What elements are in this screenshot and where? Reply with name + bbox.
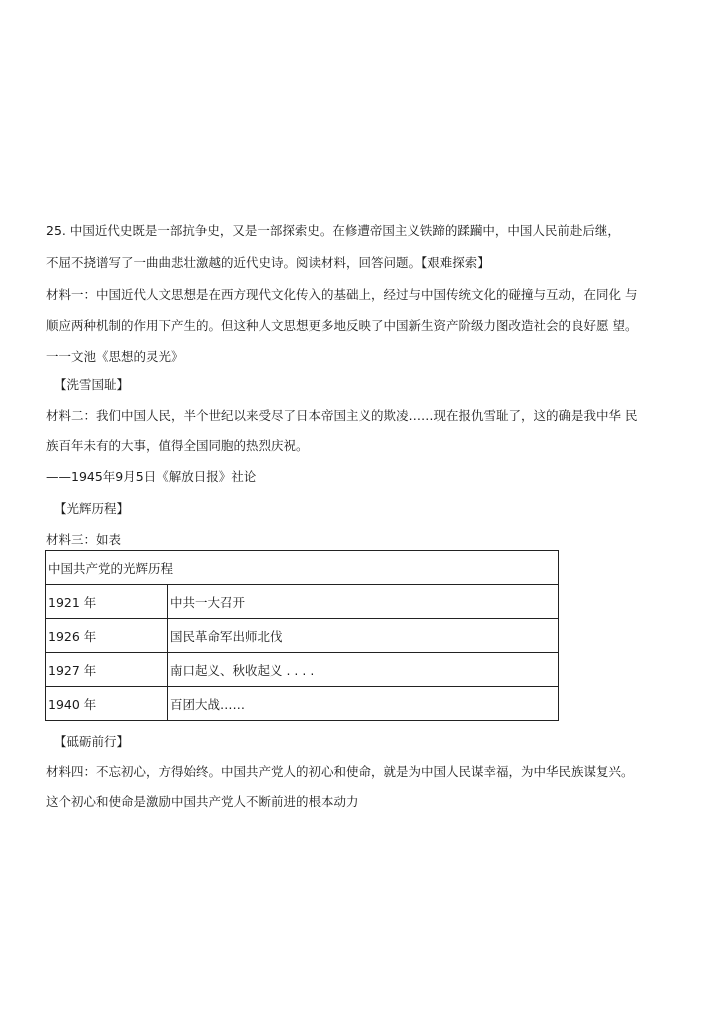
material-2-line-1: 材料二：我们中国人民，半个世纪以来受尽了日本帝国主义的欺凌……现在报仇雪耻了，这的确是我中华 民	[46, 408, 638, 423]
section-heading-forge-ahead: 【砥砺前行】	[54, 734, 130, 749]
table-event-cell: 南口起义、秋收起义 . . . .	[168, 653, 559, 687]
material-1-line-2: 顺应两种机制的作用下产生的。但这种人文思想更多地反映了中国新生资产阶级力图改造社会的良好愿 望。	[46, 318, 638, 333]
history-table	[45, 550, 559, 721]
table-year-cell: 1940 年	[46, 687, 168, 721]
material-4-line-1: 材料四：不忘初心，方得始终。中国共产党人的初心和使命，就是为中国人民谋幸福，为中华民族谋复兴。	[46, 764, 634, 779]
table-title-row	[46, 551, 559, 585]
table-row	[46, 585, 559, 619]
question-line-2: 不屈不挠谱写了一曲曲悲壮激越的近代史诗。阅读材料，回答问题。【艰难探索】	[46, 255, 490, 270]
material-4-line-2: 这个初心和使命是激励中国共产党人不断前进的根本动力	[46, 794, 359, 809]
table-year-cell: 1921 年	[46, 585, 168, 619]
question-line-1: 25. 中国近代史既是一部抗争史，又是一部探索史。在修遭帝国主义铁蹄的蹂躏中，中国人民前赴后继，	[46, 223, 620, 238]
table-year-cell: 1927 年	[46, 653, 168, 687]
table-event-cell: 百团大战……	[168, 687, 559, 721]
material-2-source: ——1945年9月5日《解放日报》社论	[46, 469, 257, 484]
table-row	[46, 619, 559, 653]
section-heading-national-humiliation: 【洗雪国耻】	[54, 377, 130, 392]
table-row	[46, 687, 559, 721]
material-3-intro: 材料三：如表	[46, 532, 122, 547]
table-event-cell: 中共一大召开	[168, 585, 559, 619]
material-2-line-2: 族百年未有的大事，值得全国同胞的热烈庆祝。	[46, 438, 309, 453]
table-title: 中国共产党的光辉历程	[46, 551, 559, 585]
table-row	[46, 653, 559, 687]
table-year-cell: 1926 年	[46, 619, 168, 653]
material-1-line-1: 材料一：中国近代人文思想是在西方现代文化传入的基础上，经过与中国传统文化的碰撞与互动，在同化 与	[46, 287, 638, 302]
section-heading-glorious-course: 【光辉历程】	[54, 501, 130, 516]
material-1-source: 一一文池《思想的灵光》	[46, 349, 184, 364]
table-event-cell: 国民革命军出师北伐	[168, 619, 559, 653]
